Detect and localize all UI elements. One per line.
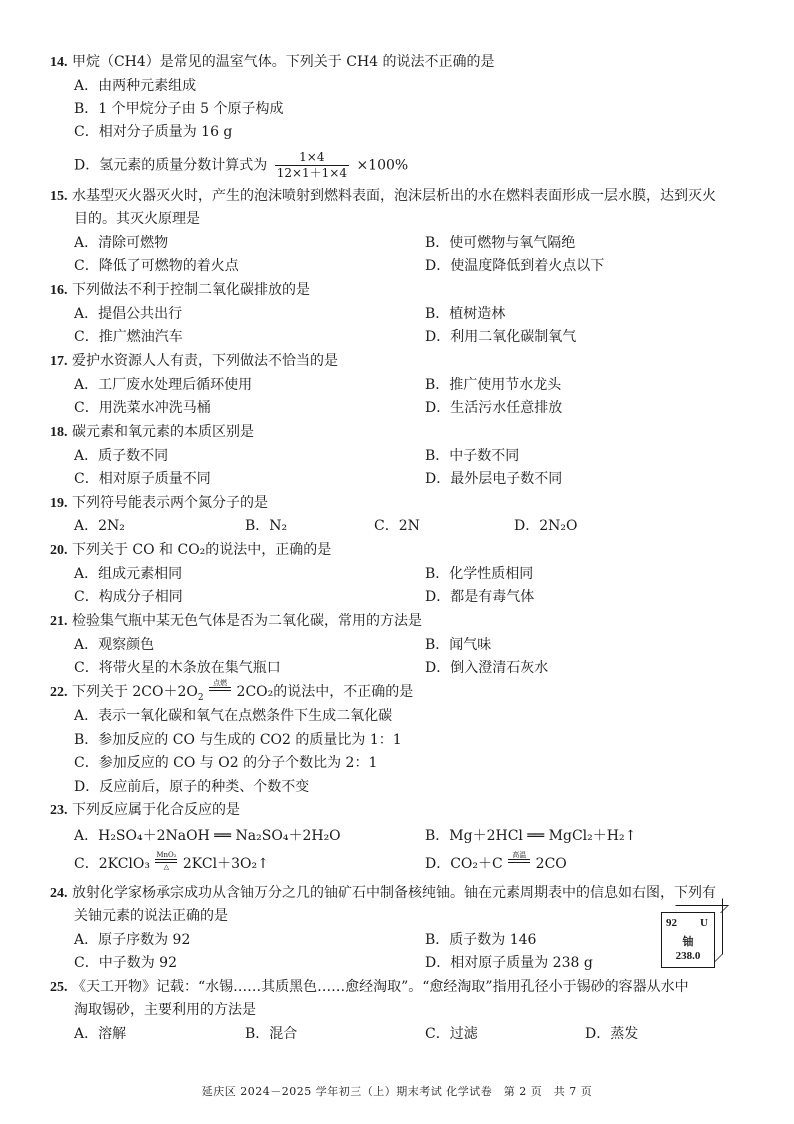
question-number: 19.	[50, 496, 68, 511]
option-c: C．降低了可燃物的着火点	[74, 258, 239, 274]
option-c: C．构成分子相同	[74, 589, 183, 605]
option-a: A．组成元素相同	[74, 566, 183, 582]
option-a: A．溶解	[74, 1026, 127, 1042]
option-d	[425, 851, 567, 874]
option-a: A．质子数不同	[74, 448, 169, 464]
option-c: C．过滤	[425, 1026, 478, 1042]
option-d	[74, 150, 408, 181]
question-stem: 放射化学家杨承宗成功从含铀万分之几的铀矿石中制备核纯铀。铀在元素周期表中的信息如右图，下列有	[71, 885, 716, 901]
option-b: B．使可燃物与氧气隔绝	[425, 235, 576, 251]
question-22: 22. 下列关于 $2CO+2O_2$ 点燃 2CO₂的说法中，不正确的是	[50, 679, 414, 703]
question-number: 16.	[50, 283, 68, 298]
condition-catalyst: MnO₂	[156, 851, 177, 859]
option-c: C．2N	[374, 518, 420, 534]
question-number: 20.	[50, 543, 68, 558]
option-b: B．1 个甲烷分子由 5 个原子构成	[74, 101, 284, 117]
reaction-condition	[508, 851, 530, 871]
question-17	[50, 351, 338, 373]
element-name: 铀	[682, 936, 694, 948]
question-stem: 下列关于 2CO＋2O	[71, 684, 198, 700]
option-b: B．化学性质相同	[425, 566, 534, 582]
question-25	[50, 977, 689, 999]
question-stem: 水基型灭火器灭火时，产生的泡沫喷射到燃料表面，泡沫层析出的水在燃料表面形成一层水膜，达到灭火	[71, 188, 716, 204]
option-d: D．反应前后，原子的种类、个数不变	[74, 779, 310, 795]
atomic-number: 92	[666, 917, 677, 929]
question-20	[50, 540, 331, 562]
option-c: C．相对原子质量不同	[74, 471, 211, 487]
option-b: B．混合	[245, 1026, 298, 1042]
question-stem: 甲烷（CH4）是常见的温室气体。下列关于 CH4 的说法不正确的是	[71, 54, 495, 70]
question-stem: 《天工开物》记载：“水锡……其质黑色……愈经淘取”。“愈经淘取”指用孔径小于锡砂的容器从水中	[71, 979, 689, 995]
question-number: 18.	[50, 425, 68, 440]
option-b: B．中子数不同	[425, 448, 520, 464]
condition-label: 高温	[512, 851, 527, 859]
question-14	[50, 52, 495, 74]
question-stem: 下列关于 CO 和 CO₂的说法中，正确的是	[71, 542, 332, 558]
option-d-suffix: ×100%	[356, 157, 409, 174]
question-number: 22.	[50, 685, 68, 700]
question-stem-suffix: 2CO₂的说法中，不正确的是	[236, 684, 414, 700]
option-b: B．闻气味	[425, 637, 492, 653]
option-c: C．用洗菜水冲洗马桶	[74, 400, 211, 416]
question-18	[50, 422, 254, 444]
reaction-condition	[209, 679, 231, 699]
question-stem: 下列反应属于化合反应的是	[71, 802, 240, 818]
periodic-table-cell	[661, 912, 715, 968]
option-d: D．利用二氧化碳制氧气	[425, 329, 577, 345]
atomic-mass: 238.0	[675, 950, 701, 962]
option-a: A．H₂SO₄＋2NaOH ══ Na₂SO₄＋2H₂O	[74, 828, 341, 844]
fraction	[275, 150, 349, 181]
option-c: C．相对分子质量为 16 g	[74, 124, 233, 140]
option-d: D．倒入澄清石灰水	[425, 660, 549, 676]
option-d: D．最外层电子数不同	[425, 471, 563, 487]
question-stem: 下列符号能表示两个氮分子的是	[71, 495, 268, 511]
question-23	[50, 800, 240, 822]
option-d: D．2N₂O	[514, 518, 578, 534]
option-d: D．使温度降低到着火点以下	[425, 258, 605, 274]
option-d-product: 2CO	[535, 856, 567, 872]
question-number: 23.	[50, 803, 68, 818]
option-a: A．由两种元素组成	[74, 78, 197, 94]
option-b: B．参加反应的 CO 与生成的 CO2 的质量比为 1：1	[74, 732, 402, 748]
condition-heat: △	[163, 863, 170, 871]
reaction-condition	[155, 851, 177, 871]
question-number: 25.	[50, 980, 68, 995]
question-number: 15.	[50, 189, 68, 204]
option-a: A．观察颜色	[74, 637, 155, 653]
element-symbol: U	[700, 917, 708, 929]
option-c-reactant: C．2KClO₃	[74, 856, 150, 872]
option-a: A．提倡公共出行	[74, 306, 183, 322]
option-a: A．原子序数为 92	[74, 932, 191, 948]
option-d-reactant: D．CO₂＋C	[425, 856, 503, 872]
option-c: C．中子数为 92	[74, 955, 177, 971]
question-stem-cont: 关铀元素的说法正确的是	[74, 908, 228, 924]
question-number: 14.	[50, 55, 68, 70]
option-c: C．推广燃油汽车	[74, 329, 183, 345]
question-stem: 下列做法不利于控制二氧化碳排放的是	[71, 282, 310, 298]
option-b: B．Mg＋2HCl ══ MgCl₂＋H₂↑	[425, 828, 637, 844]
cell-3d-side	[715, 898, 723, 962]
option-b: B．植树造林	[425, 306, 506, 322]
option-d: D．相对原子质量为 238 g	[425, 955, 593, 971]
option-a: A．表示一氧化碳和氧气在点燃条件下生成二氧化碳	[74, 708, 393, 724]
condition-label: 点燃	[213, 679, 228, 687]
question-19	[50, 493, 268, 515]
option-a: A．工厂废水处理后循环使用	[74, 377, 253, 393]
option-d: D．蒸发	[585, 1026, 639, 1042]
question-stem: 检验集气瓶中某无色气体是否为二氧化碳，常用的方法是	[71, 613, 422, 629]
question-21	[50, 611, 422, 633]
option-b: B．N₂	[245, 518, 288, 534]
option-c-product: 2KCl＋3O₂↑	[182, 856, 269, 872]
question-15	[50, 186, 716, 208]
question-stem-cont: 淘取锡砂，主要利用的方法是	[74, 1002, 256, 1018]
option-a: A．清除可燃物	[74, 235, 169, 251]
question-stem: 爱护水资源人人有责，下列做法不恰当的是	[71, 353, 338, 369]
fraction-denominator: 12×1＋1×4	[276, 166, 347, 180]
question-stem: 碳元素和氧元素的本质区别是	[71, 424, 254, 440]
option-b: B．推广使用节水龙头	[425, 377, 562, 393]
option-b: B．质子数为 146	[425, 932, 537, 948]
question-stem-cont: 目的。其灭火原理是	[74, 211, 200, 227]
fraction-numerator: 1×4	[275, 150, 349, 166]
option-d: D．生活污水任意排放	[425, 400, 563, 416]
option-c: C．将带火星的木条放在集气瓶口	[74, 660, 281, 676]
question-16	[50, 280, 310, 302]
option-a: A．2N₂	[74, 518, 125, 534]
option-c	[74, 851, 269, 874]
option-d: D．都是有毒气体	[425, 589, 535, 605]
page-footer: 延庆区 2024－2025 学年初三（上）期末考试 化学试卷 第 2 页 共 7 页	[201, 1085, 593, 1098]
question-number: 24.	[50, 886, 68, 901]
question-number: 21.	[50, 614, 68, 629]
question-24	[50, 883, 716, 905]
option-d-text: D．氢元素的质量分数计算式为	[74, 157, 268, 174]
question-number: 17.	[50, 354, 68, 369]
option-c: C．参加反应的 CO 与 O2 的分子个数比为 2：1	[74, 755, 378, 771]
